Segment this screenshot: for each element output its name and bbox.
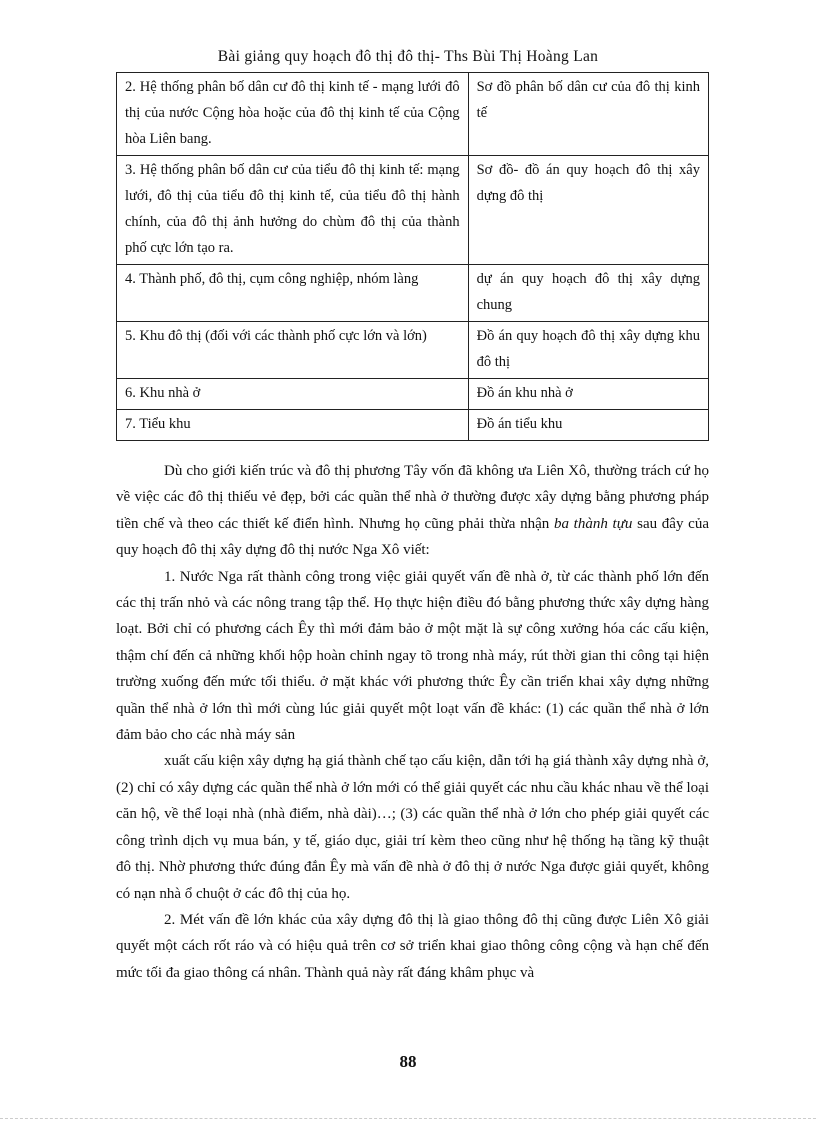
page-number: 88 (399, 1052, 417, 1071)
body-text (116, 458, 709, 986)
running-header: Bài giảng quy hoạch đô thị đô thị- Ths Bùi Thị Hoàng Lan (217, 48, 599, 65)
emphasis-three-achievements: ba thành tựu (553, 515, 633, 532)
planning-document-cell: Đồ án tiểu khu (468, 410, 708, 441)
settlement-level-cell: 5. Khu đô thị (đối với các thành phố cực lớn và lớn) (117, 322, 469, 379)
table-row (117, 410, 709, 441)
planning-document-cell: dự án quy hoạch đô thị xây dựng chung (468, 265, 708, 322)
table-row (117, 322, 709, 379)
settlement-level-cell: 7. Tiểu khu (117, 410, 469, 441)
table-row (117, 379, 709, 410)
table-row (117, 156, 709, 265)
planning-document-cell: Sơ đồ- đồ án quy hoạch đô thị xây dựng đô thị (468, 156, 708, 265)
planning-document-cell: Đồ án quy hoạch đô thị xây dựng khu đô thị (468, 322, 708, 379)
settlement-level-cell: 6. Khu nhà ở (117, 379, 469, 410)
settlement-level-cell: 3. Hệ thống phân bố dân cư của tiểu đô thị kinh tế: mạng lưới, đô thị của tiểu đô thị kinh tế, của tiểu đô thị hành chính, của đô thị ảnh hưởng do chùm đô thị của thành phố cực lớn tạo ra. (117, 156, 469, 265)
table-row (117, 73, 709, 156)
planning-document-cell: Sơ đồ phân bố dân cư của đô thị kinh tế (468, 73, 708, 156)
intro-text-start: Dù cho giới kiến trúc và đô thị phương Tây vốn đã không ưa Liên Xô, thường trách cứ họ về việc các đô thị thiếu vẻ đẹp, bởi các quần thể nhà ở thường được xây dựng bằng phương pháp tiền chế và theo các thiết kế điển hình. Nhưng họ cũng phải thừa nhận (116, 463, 709, 532)
achievement-1-continued-paragraph: xuất cấu kiện xây dựng hạ giá thành chế tạo cấu kiện, dẫn tới hạ giá thành xây dựng nhà ở, (2) chỉ có xây dựng các quần thể nhà ở lớn mới có thể giải quyết các nhu cầu khác nhau về thể loại căn hộ, về thể loại nhà (nhà điểm, nhà dài)…; (3) các quần thể nhà ở lớn cho phép giải quyết các công trình dịch vụ mua bán, y tế, giáo dục, giải trí kèm theo cũng như hệ thống hạ tầng kỹ thuật đô thị. Nhờ phương thức đúng đắn Êy mà vấn đề nhà ở đô thị ở nước Nga được giải quyết, không có nạn nhà ổ chuột ở các đô thị của họ. (116, 753, 709, 902)
planning-hierarchy-table (116, 72, 709, 441)
table-row (117, 265, 709, 322)
planning-document-cell: Đồ án khu nhà ở (468, 379, 708, 410)
page-bottom-divider (0, 1118, 816, 1120)
achievement-1-paragraph: 1. Nước Nga rất thành công trong việc giải quyết vấn đề nhà ở, từ các thành phố lớn đến các thị trấn nhỏ và các nông trang tập thể. Họ thực hiện điều đó bằng phương thức xây dựng hàng loạt. Bởi chỉ có phương cách Êy thì mới đảm bảo ở một mặt là sự công xưởng hóa các cấu kiện, thậm chí đến cả những khối hộp hoàn chỉnh ngay tõ trong nhà máy, rút thời gian thi công tại hiện trường xuống đến mức tối thiểu. ở mặt khác với phương thức Êy cần triển khai xây dựng những quần thể nhà ở lớn thì mới cùng lúc giải quyết một loạt vấn đề khác: (1) các quần thể nhà ở lớn đảm bảo cho các nhà máy sản (116, 568, 709, 744)
intro-paragraph (116, 458, 709, 564)
achievement-2-paragraph: 2. Mét vấn đề lớn khác của xây dựng đô thị là giao thông đô thị cũng được Liên Xô giải quyết một cách rốt ráo và có hiệu quả trên cơ sở triển khai giao thông công cộng và hạn chế đến mức tối đa giao thông cá nhân. Thành quả này rất đáng khâm phục và (116, 911, 709, 981)
intro-text-end: sau đây của quy hoạch đô thị xây dựng đô thị nước Nga Xô viết: (116, 515, 709, 559)
settlement-level-cell: 4. Thành phố, đô thị, cụm công nghiệp, nhóm làng (117, 265, 469, 322)
settlement-level-cell: 2. Hệ thống phân bố dân cư đô thị kinh tế - mạng lưới đô thị của nước Cộng hòa hoặc của đô thị kinh tế của Cộng hòa Liên bang. (117, 73, 469, 156)
